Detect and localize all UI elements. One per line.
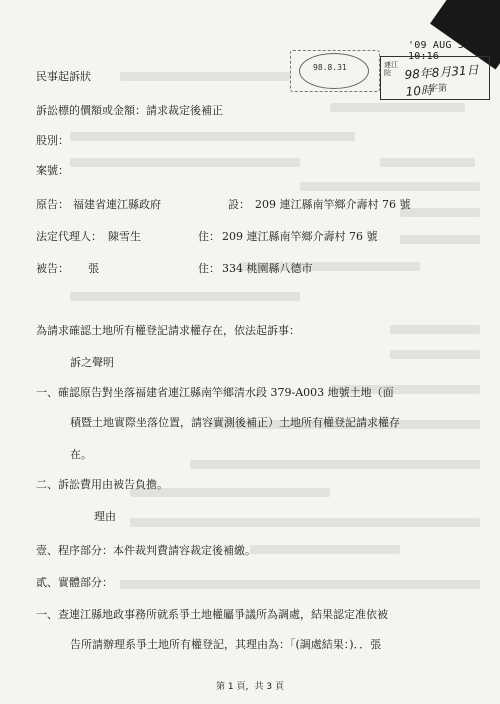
plaintiff-address: 209 連江縣南竿鄉介壽村 76 號	[255, 198, 411, 211]
postmark-date: 98.8.31	[313, 63, 347, 72]
substantive-line-2: 告所請辦理系爭土地所有權登記，其理由為：「(調處結果：)．．張	[70, 638, 382, 651]
representative-address-label: 住：	[198, 230, 220, 243]
receipt-handwritten-date: 98年8月31日10時	[404, 62, 480, 99]
plaintiff-label: 原告：	[36, 198, 69, 211]
plaintiff-address-label: 設：	[228, 198, 250, 211]
defendant-address-label: 住：	[198, 262, 220, 275]
claim-amount-label: 訴訟標的價額或金額：	[36, 104, 146, 117]
intro-statement: 為請求確認土地所有權登記請求權存在，依法起訴事：	[36, 324, 300, 337]
substantive-section: 貳、實體部分：	[36, 576, 113, 589]
defendant-name: 張	[88, 262, 99, 275]
page-number: 第 1 頁，共 3 頁	[216, 682, 284, 692]
court-receipt-stamp	[380, 56, 490, 100]
claim-1-line-2: 積暨土地實際坐落位置，請容實測後補正）土地所有權登記請求權存	[70, 416, 400, 429]
reasons-heading: 理由	[94, 510, 116, 523]
substantive-line-1: 一、查連江縣地政事務所就系爭土地權屬爭議所為調處，結果認定准依被	[36, 608, 388, 621]
claim-1-line-3: 在。	[70, 448, 92, 461]
claim-2: 二、訴訟費用由被告負擔。	[36, 478, 168, 491]
claims-heading: 訴之聲明	[70, 356, 114, 369]
defendant-address: 334 桃園縣八德市	[222, 262, 313, 275]
procedural-section: 壹、程序部分：本件裁判費請容裁定後補繳。	[36, 544, 256, 557]
representative-address: 209 連江縣南竿鄉介壽村 76 號	[222, 230, 378, 243]
case-number-label: 案號：	[36, 164, 69, 177]
representative-name: 陳雪生	[108, 230, 141, 243]
unit-label: 股別：	[36, 134, 69, 147]
postmark-stamp	[290, 50, 380, 92]
representative-label: 法定代理人：	[36, 230, 102, 243]
receipt-time-stamp: '09 AUG 31 10:16	[408, 40, 471, 62]
defendant-label: 被告：	[36, 262, 69, 275]
receipt-number: 字第	[429, 84, 448, 94]
claim-amount-value: 請求裁定後補正	[146, 104, 223, 117]
claim-amount-row	[36, 102, 223, 118]
receipt-office: 連江院	[384, 61, 398, 77]
claim-1-line-1: 一、確認原告對坐落福建省連江縣南竿鄉清水段 379-A003 地號土地（面	[36, 386, 394, 399]
plaintiff-name: 福建省連江縣政府	[73, 198, 161, 211]
document-title: 民事起訴狀	[36, 70, 91, 83]
